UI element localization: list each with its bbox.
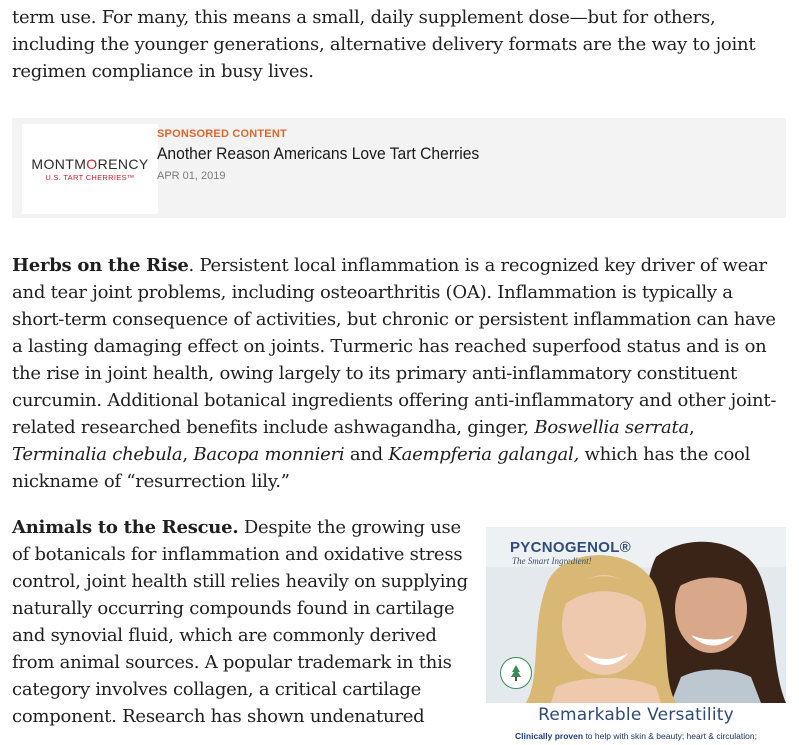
herb-name: Terminalia chebula [12,444,183,465]
article-paragraph-animals: Animals to the Rescue. Despite the growing use of botanicals for inflammation and oxidative stress control, joint health still relies heavily on supplying naturally occurring compounds found in cartilage and synovial fluid, which are commonly derived from animal sources. A popular trademark in this category involves collagen, a critical cartilage component. Research has shown undenatured [12,517,468,727]
herb-name: Boswellia serrata [534,417,689,438]
logo-wordmark: MONTMORENCY [31,156,149,172]
sponsored-label: SPONSORED CONTENT [157,128,287,140]
sponsored-title-link[interactable]: Another Reason Americans Love Tart Cherries [157,144,480,163]
sponsored-text [157,128,507,182]
ad-caption: Remarkable Versatility [538,705,734,725]
montmorency-logo [22,124,158,214]
article-paragraph-herbs: Herbs on the Rise. Persistent local inflammation is a recognized key driver of wear and tear joint problems, including osteoarthritis (OA). Inflammation is typically a short-term consequence of activities, but chronic or persistent inflammation can have a lasting damaging effect on joints. Turmeric has reached superfood status and is on the rise in joint health, owing largely to its primary anti-inflammatory constituent curcumin. Additional botanical ingredients offering anti-inflammatory and other joint-related researched benefits include ashwagandha, ginger, Boswellia serrata, Terminalia chebula, Bacopa monnieri and Kaempferia galangal, which has the cool nickname of “resurrection lily.” [12,255,777,492]
ad-seal-icon [500,657,532,689]
animals-heading: Animals to the Rescue. [12,517,239,538]
ad-subtext: Clinically proven to help with skin & beauty; heart & circulation; [515,731,757,741]
ad-brand-name: PYCNOGENOL® [510,539,632,556]
article-paragraph-intro [12,4,782,85]
ad-photo [486,527,786,703]
herb-name: Bacopa monnieri [193,444,345,465]
intro-text: term use. For many, this means a small, daily supplement dose—but for others, including the younger generations, alternative delivery formats are the way to joint regimen compliance in busy lives. [12,7,756,82]
herbs-heading: Herbs on the Rise [12,255,189,276]
herb-name: Kaempferia galangal, [388,444,580,465]
sponsored-content-card[interactable] [12,118,786,218]
pycnogenol-advertisement[interactable] [486,527,786,745]
logo-subtitle: U.S. TART CHERRIES™ [45,173,135,182]
ad-tagline: The Smart Ingredient! [512,556,592,566]
sponsored-date: APR 01, 2019 [157,170,226,182]
